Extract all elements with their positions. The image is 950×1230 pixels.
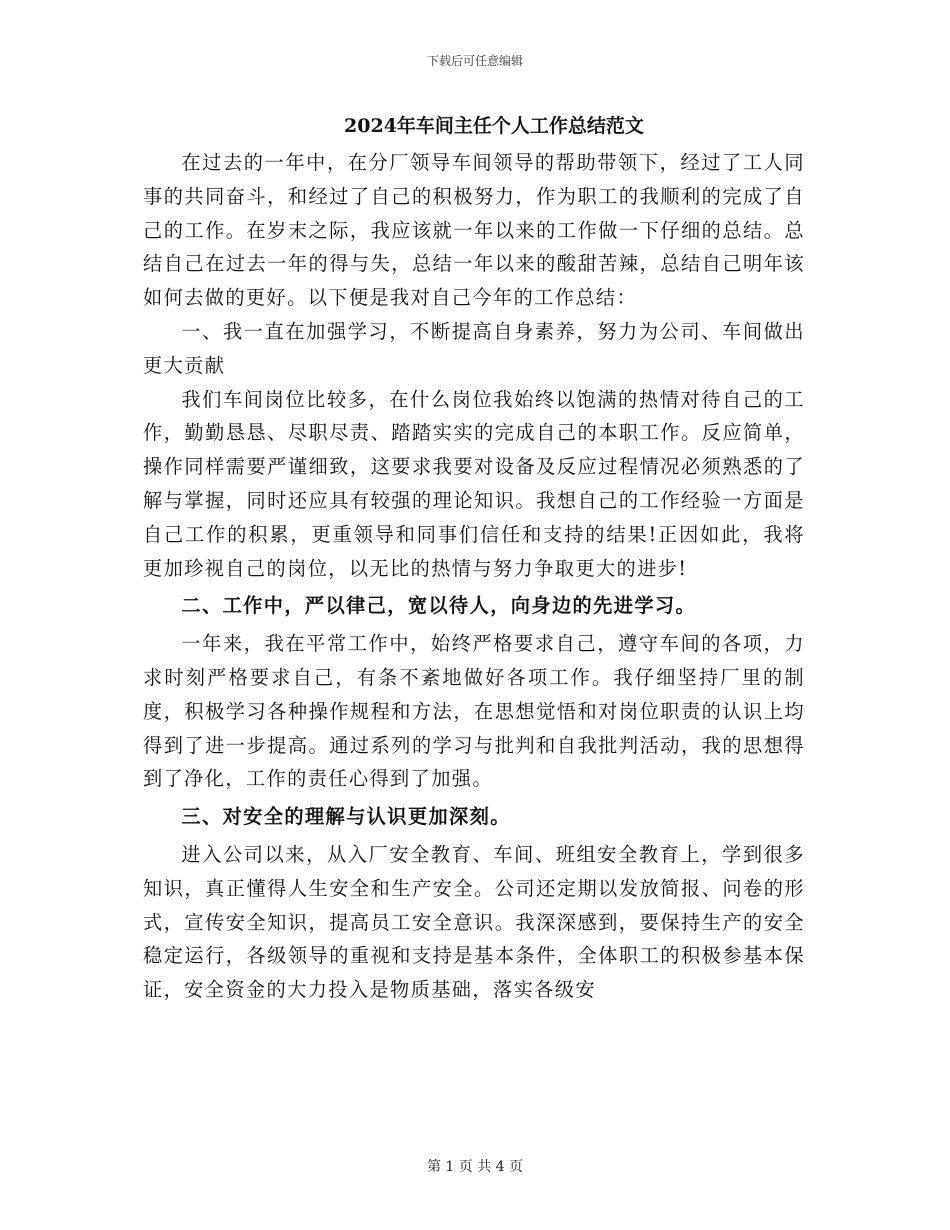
paragraph-section-2: 一年来，我在平常工作中，始终严格要求自己，遵守车间的各项，力求时刻严格要求自己，有条不紊地做好各项工作。我仔细坚持厂里的制度，积极学习各种操作规程和方法，在思想觉悟和对岗位职责的认识上均得到了进一步提高。通过系列的学习与批判和自我批判活动，我的思想得到了净化，工作的责任心得到了加强。	[143, 632, 805, 791]
document-body	[143, 112, 805, 1007]
section-heading-1: 一、我一直在加强学习，不断提高自身素养，努力为公司、车间做出更大贡献	[143, 319, 805, 377]
section-heading-3: 三、对安全的理解与认识更加深刻。	[181, 805, 511, 829]
download-note: 下载后可任意编辑	[426, 54, 523, 68]
section-heading-2: 二、工作中，严以律己，宽以待人，向身边的先进学习。	[181, 594, 697, 618]
paragraph-intro: 在过去的一年中，在分厂领导车间领导的帮助带领下，经过了工人同事的共同奋斗，和经过了自己的积极努力，作为职工的我顺利的完成了自己的工作。在岁末之际，我应该就一年以来的工作做一下仔细的总结。总结自己在过去一年的得与失，总结一年以来的酸甜苦辣，总结自己明年该如何去做的更好。以下便是我对自己今年的工作总结：	[143, 151, 805, 310]
paragraph-section-1: 我们车间岗位比较多，在什么岗位我始终以饱满的热情对待自己的工作，勤勤恳恳、尽职尽责、踏踏实实的完成自己的本职工作。反应简单，操作同样需要严谨细致，这要求我要对设备及反应过程情况必须熟悉的了解与掌握，同时还应具有较强的理论知识。我想自己的工作经验一方面是自己工作的积累，更重领导和同事们信任和支持的结果!正因如此，我将更加珍视自己的岗位，以无比的热情与努力争取更大的进步!	[143, 387, 805, 580]
page-indicator: 第 1 页 共 4 页	[426, 1159, 524, 1175]
document-title: 2024年车间主任个人工作总结范文	[344, 115, 644, 137]
paragraph-section-3: 进入公司以来，从入厂安全教育、车间、班组安全教育上，学到很多知识，真正懂得人生安全和生产安全。公司还定期以发放简报、问卷的形式，宣传安全知识，提高员工安全意识。我深深感到，要保持生产的安全稳定运行，各级领导的重视和支持是基本条件，全体职工的积极参基本保证，安全资金的大力投入是物质基础，落实各级安	[143, 842, 805, 1002]
